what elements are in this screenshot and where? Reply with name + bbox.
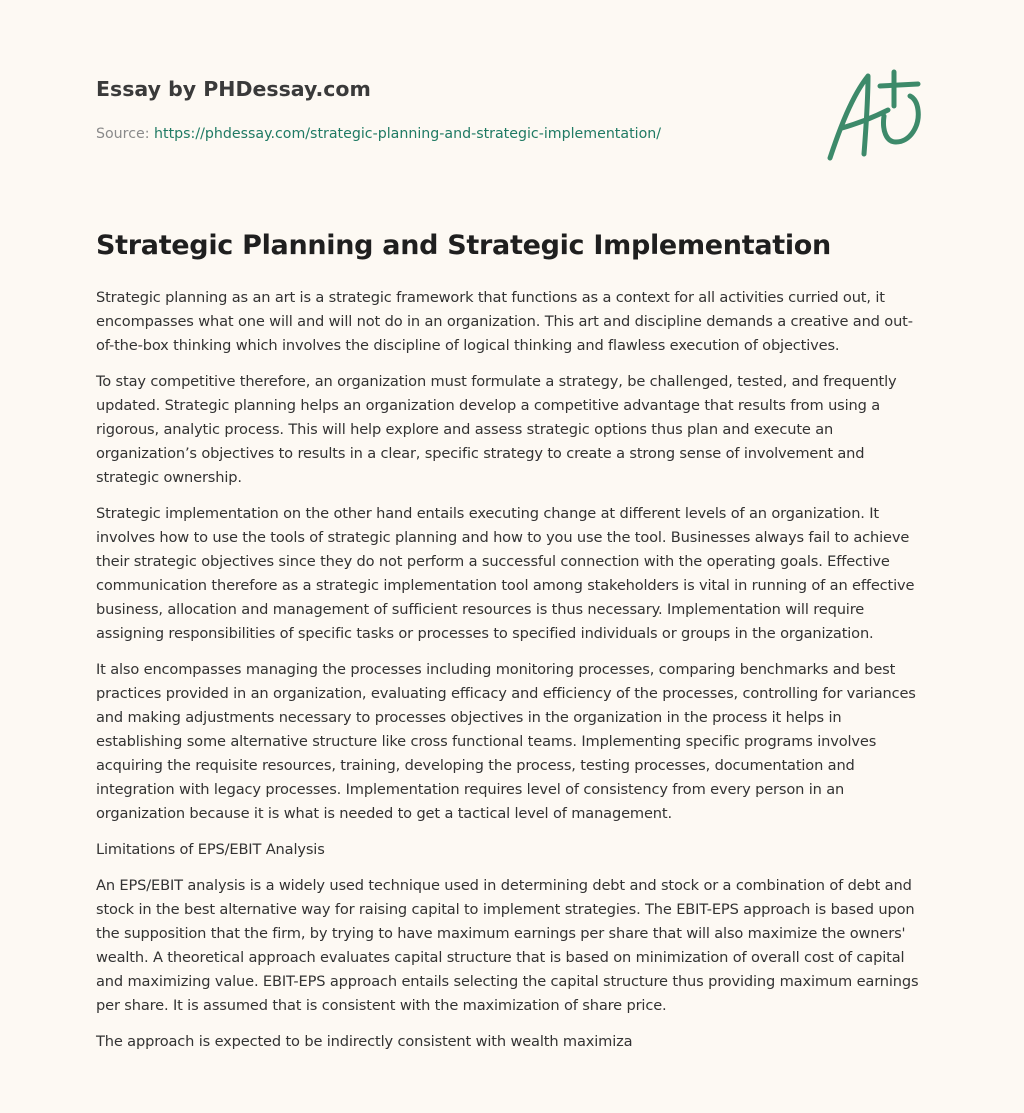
section-subheading: Limitations of EPS/EBIT Analysis	[96, 841, 325, 858]
essay-paragraph: It also encompasses managing the processes including monitoring processes, comparing benchmarks and best practices provided in an organization, evaluating efficacy and efficiency of the processes, controlling for variances and making adjustments necessary to processes objectives in the organization in the process it helps in establishing some alternative structure like cross functional teams. Implementing specific programs involves acquiring the requisite resources, training, developing the process, testing processes, documentation and integration with legacy processes. Implementation requires level of consistency from every person in an organization because it is what is needed to get a tactical level of management.	[96, 661, 916, 822]
essay-paragraph-truncated: The approach is expected to be indirectly consistent with wealth maximiza	[96, 1033, 633, 1050]
essay-paragraph: Strategic implementation on the other hand entails executing change at different levels of an organization. It involves how to use the tools of strategic planning and how to you use the tool. Businesses always fail to achieve their strategic objectives since they do not perform a successful connection with the operating goals. Effective communication therefore as a strategic implementation tool among stakeholders is vital in running of an effective business, allocation and management of sufficient resources is thus necessary. Implementation will require assigning responsibilities of specific tasks or processes to specified individuals or groups in the organization.	[96, 505, 915, 642]
source-label: Source:	[96, 126, 155, 142]
essay-paragraph: An EPS/EBIT analysis is a widely used technique used in determining debt and stock or a combination of debt and stock in the best alternative way for raising capital to implement strategies. The EBIT-EPS approach is based upon the supposition that the firm, by trying to have maximum earnings per share that will also maximize the owners' wealth. A theoretical approach evaluates capital structure that is based on minimization of overall cost of capital and maximizing value. EBIT-EPS approach entails selecting the capital structure thus providing maximum earnings per share. It is assumed that is consistent with the maximization of share price.	[96, 877, 919, 1014]
essay-content	[96, 226, 928, 1066]
essay-title: Strategic Planning and Strategic Implementation	[96, 230, 831, 261]
essay-paragraph: To stay competitive therefore, an organization must formulate a strategy, be challenged, tested, and frequently updated. Strategic planning helps an organization develop a competitive advantage that results from using a rigorous, analytic process. This will help explore and assess strategic options thus plan and execute an organization’s objectives to results in a clear, specific strategy to create a strong sense of involvement and strategic ownership.	[96, 373, 897, 486]
essay-header	[96, 74, 796, 144]
a-plus-grade-icon	[822, 66, 928, 166]
essay-paragraph: Strategic planning as an art is a strategic framework that functions as a context for all activities curried out, it encompasses what one will and will not do in an organization. This art and discipline demands a creative and out-of-the-box thinking which involves the discipline of logical thinking and flawless execution of objectives.	[96, 289, 913, 354]
source-line	[96, 124, 796, 144]
source-link[interactable]: https://phdessay.com/strategic-planning-and-strategic-implementation/	[154, 126, 662, 142]
site-title: Essay by PHDessay.com	[96, 77, 371, 101]
